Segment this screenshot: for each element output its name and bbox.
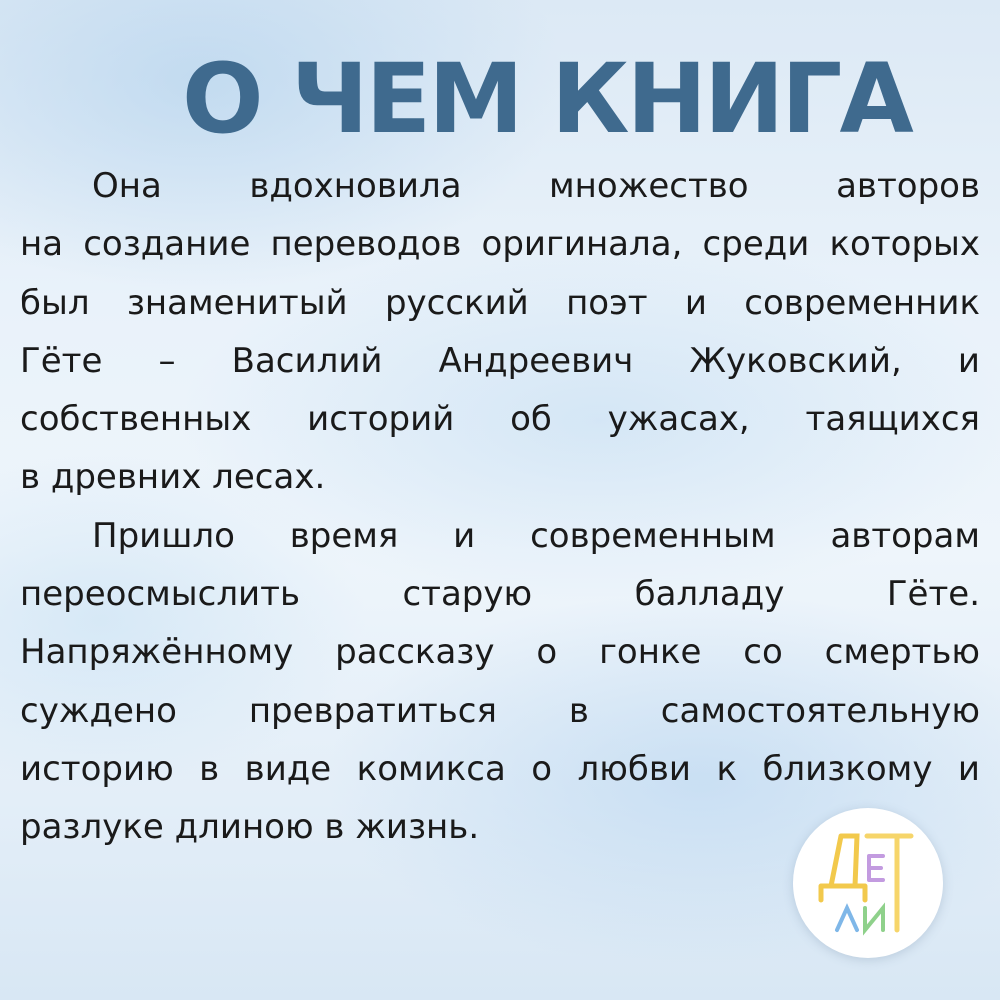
text-line: Она вдохновила множество авторов xyxy=(92,166,980,206)
text-line: в древних лесах. xyxy=(20,457,326,498)
logo-letter-l xyxy=(837,908,857,930)
text-line: на создание переводов оригинала, среди которых xyxy=(20,224,980,265)
logo-letter-i xyxy=(865,908,883,930)
text-line: историю в виде комикса о любви к близкому и xyxy=(20,748,980,789)
logo-letter-e xyxy=(869,856,883,880)
book-description xyxy=(20,157,980,857)
text-line: собственных историй об ужасах, таящихся xyxy=(20,399,980,440)
logo-letter-t xyxy=(867,836,911,930)
text-line: Напряжённому рассказу о гонке со смертью xyxy=(20,632,980,673)
publisher-logo xyxy=(793,808,943,958)
text-line: разлуке длиною в жизнь. xyxy=(20,807,480,848)
logo-letters-graphic xyxy=(793,808,943,958)
page-title: О ЧЕМ КНИГА xyxy=(182,43,911,155)
text-line: был знаменитый русский поэт и современник xyxy=(20,282,980,323)
logo-letter-d xyxy=(821,836,865,900)
text-line: Гёте – Василий Андреевич Жуковский, и xyxy=(20,340,980,381)
paragraph-2 xyxy=(20,507,980,857)
text-line: переосмыслить старую балладу Гёте. xyxy=(20,574,980,615)
paragraph-1 xyxy=(20,157,980,507)
text-line: Пришло время и современным авторам xyxy=(92,515,980,556)
text-line: суждено превратиться в самостоятельную xyxy=(20,690,980,731)
